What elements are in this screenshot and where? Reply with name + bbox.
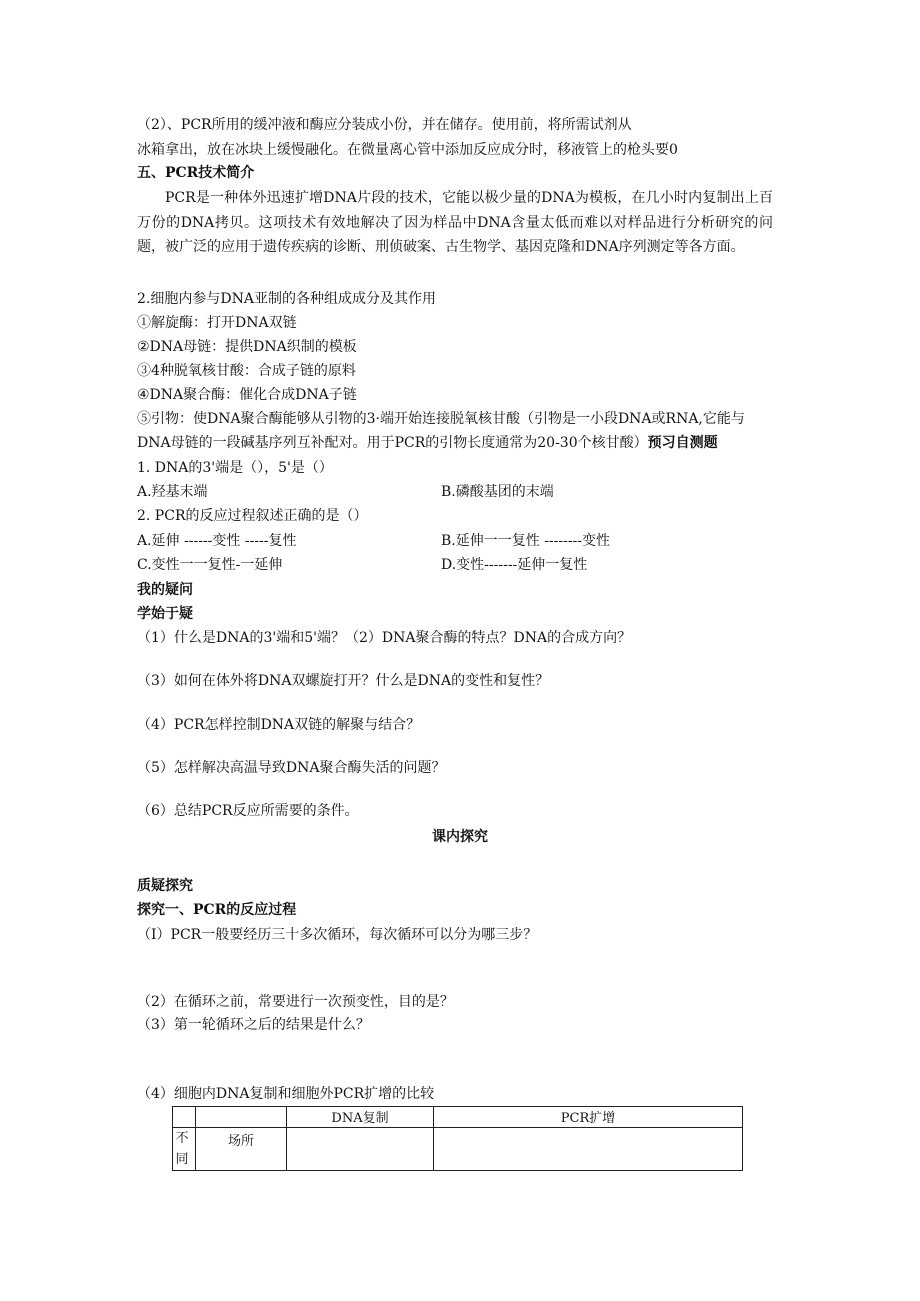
component-item-primer-line-2: [137, 433, 718, 453]
study-question-5: （5）怎样解决高温导致DNA聚合酶失活的问题？: [137, 760, 446, 776]
inquiry-question-4: （4）细胞内DNA复制和细胞外PCR扩增的比较: [137, 1086, 435, 1102]
component-item-primer-line-1: ⑤引物：使DNA聚合酶能够从引物的3·端开始连接脱氧核甘酸（引物是一小段DNA或RNA,它能与: [137, 411, 745, 427]
component-item-template: ②DNA母链：提供DNA织制的模板: [137, 339, 357, 355]
learning-heading: 学始于疑: [137, 606, 193, 622]
table-cell-dna-location[interactable]: [287, 1128, 434, 1171]
in-class-heading: 课内探究: [432, 829, 488, 845]
table-header-dna-replication: DNA复制: [287, 1107, 434, 1128]
quiz-q2-option-b: B.延伸一一复性 --------变性: [441, 533, 611, 549]
table-row-label-location: 场所: [196, 1128, 287, 1171]
table-group-label-cell: [173, 1128, 196, 1171]
table-corner-cell: [173, 1107, 196, 1128]
storage-note-line-2: 冰箱拿出，放在冰块上缓慢融化。在微量离心管中添加反应成分时，移液管上的枪头要0: [137, 142, 678, 158]
primer-line-2-text: DNA母链的一段碱基序列互补配对。用于PCR的引物长度通常为20-30个核甘酸）: [137, 435, 648, 451]
storage-note-line-1: （2）、PCR所用的缓冲液和酶应分装成小份，并在储存。使用前，将所需试剂从: [137, 117, 632, 133]
inquiry-question-2: （2）在循环之前，常要进行一次预变性，目的是？: [137, 994, 454, 1010]
quiz-q1-option-a: A.羟基末端: [137, 484, 208, 500]
study-question-4: （4）PCR怎样控制DNA双链的解聚与结合？: [137, 717, 421, 733]
my-questions-heading: 我的疑问: [137, 582, 193, 598]
table-row: [173, 1128, 743, 1171]
table-group-label: 不同: [175, 1131, 189, 1167]
study-question-1-2: （1）什么是DNA的3'端和5'端？（2）DNA聚合酶的特点？DNA的合成方向？: [137, 630, 632, 646]
quiz-q2-option-c: C.变性一一复性-一延伸: [137, 557, 283, 573]
comparison-table: [172, 1106, 743, 1171]
table-corner-cell-2: [196, 1107, 287, 1128]
inquiry-question-1: （I）PCR一般要经历三十多次循环，每次循环可以分为哪三步？: [137, 927, 538, 943]
study-question-6: （6）总结PCR反应所需要的条件。: [137, 803, 359, 819]
inquiry-heading: 质疑探究: [137, 878, 193, 894]
table-header-row: [173, 1107, 743, 1128]
component-item-polymerase: ④DNA聚合酶：催化合成DNA子链: [137, 387, 357, 403]
quiz-q2-option-d: D.变性-------延伸一复性: [441, 557, 588, 573]
inquiry-1-heading: 探究一、PCR的反应过程: [137, 902, 297, 918]
pcr-intro-paragraph: PCR是一种体外迅速扩增DNA片段的技术，它能以极少量的DNA为模板，在几小时内复制出上百万份的DNA拷贝。这项技术有效地解决了因为样品中DNA含量太低而难以对样品进行分析研究的问题，被广泛的应用于遗传疾病的诊断、刑侦破案、古生物学、基因克隆和DNA序列测定等各方面。: [137, 190, 773, 255]
component-item-nucleotides: ③4种脱氧核甘酸：合成子链的原料: [137, 363, 356, 379]
quiz-q2-option-a: A.延伸 ------变性 -----复性: [137, 533, 297, 549]
inquiry-question-3: （3）第一轮循环之后的结果是什么？: [137, 1017, 370, 1033]
quiz-q1-option-b: B.磷酸基团的末端: [441, 484, 554, 500]
quiz-question-2: 2. PCR的反应过程叙述正确的是（）: [137, 508, 368, 524]
component-item-helicase: ①解旋酶：打开DNA双链: [137, 315, 297, 331]
table-header-pcr-amplification: PCR扩增: [434, 1107, 743, 1128]
preview-quiz-heading: 预习自测题: [647, 435, 718, 451]
section-heading-pcr-intro: 五、PCR技术简介: [137, 165, 255, 181]
quiz-question-1: 1. DNA的3'端是（），5'是（）: [137, 460, 333, 476]
table-cell-pcr-location[interactable]: [434, 1128, 743, 1171]
components-heading: 2.细胞内参与DNA亚制的各种组成成分及其作用: [137, 291, 436, 307]
study-question-3: （3）如何在体外将DNA双螺旋打开？什么是DNA的变性和复性？: [137, 673, 550, 689]
